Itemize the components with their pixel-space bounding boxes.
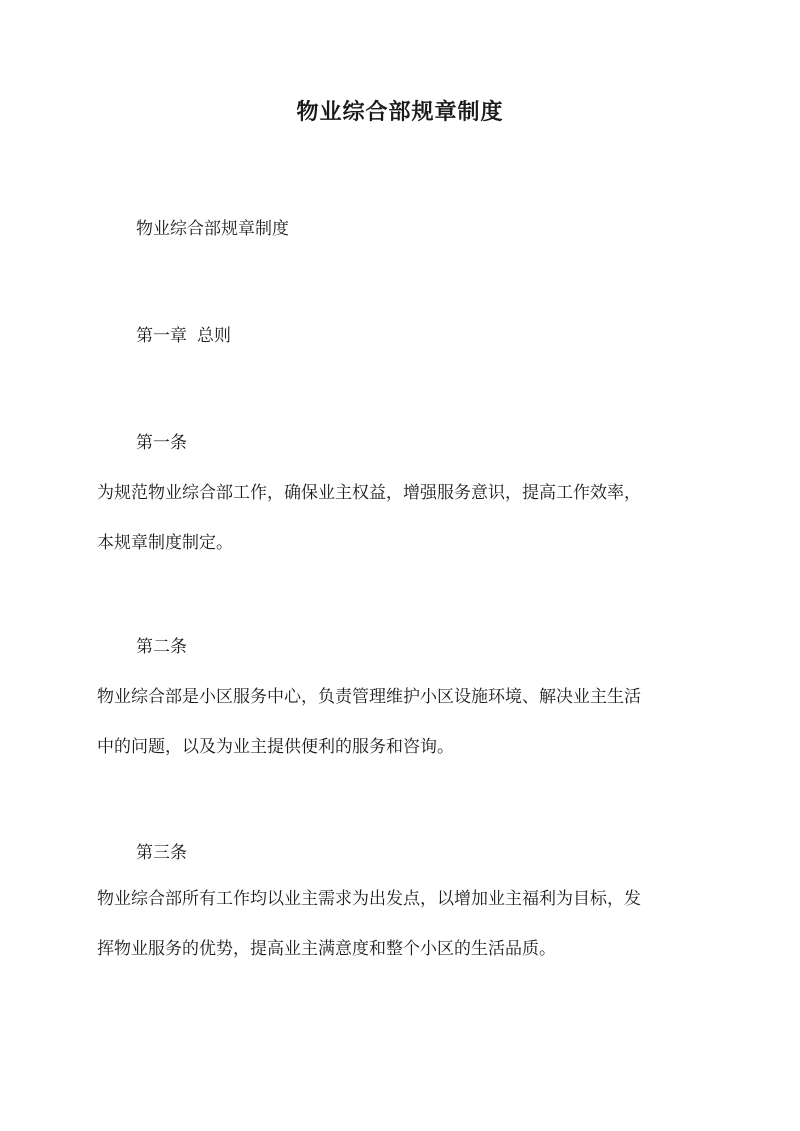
article-2-line-1: 物业综合部是小区服务中心，负责管理维护小区设施环境、解决业主生活 bbox=[97, 687, 641, 707]
document-subtitle: 物业综合部规章制度 bbox=[136, 219, 289, 239]
article-2-heading: 第二条 bbox=[136, 637, 187, 657]
article-3-heading: 第三条 bbox=[136, 843, 187, 863]
document-title: 物业综合部规章制度 bbox=[296, 99, 504, 125]
chapter-number: 第一章 bbox=[136, 326, 187, 346]
chapter-heading bbox=[136, 323, 231, 349]
article-3-line-2: 挥物业服务的优势，提高业主满意度和整个小区的生活品质。 bbox=[97, 939, 556, 959]
article-3-line-1: 物业综合部所有工作均以业主需求为出发点，以增加业主福利为目标，发 bbox=[97, 889, 641, 909]
article-1-line-2: 本规章制度制定。 bbox=[97, 533, 233, 553]
chapter-name: 总则 bbox=[197, 326, 231, 346]
article-1-line-1: 为规范物业综合部工作，确保业主权益，增强服务意识，提高工作效率， bbox=[97, 483, 641, 503]
article-1-heading: 第一条 bbox=[136, 433, 187, 453]
article-2-line-2: 中的问题，以及为业主提供便利的服务和咨询。 bbox=[97, 737, 454, 757]
